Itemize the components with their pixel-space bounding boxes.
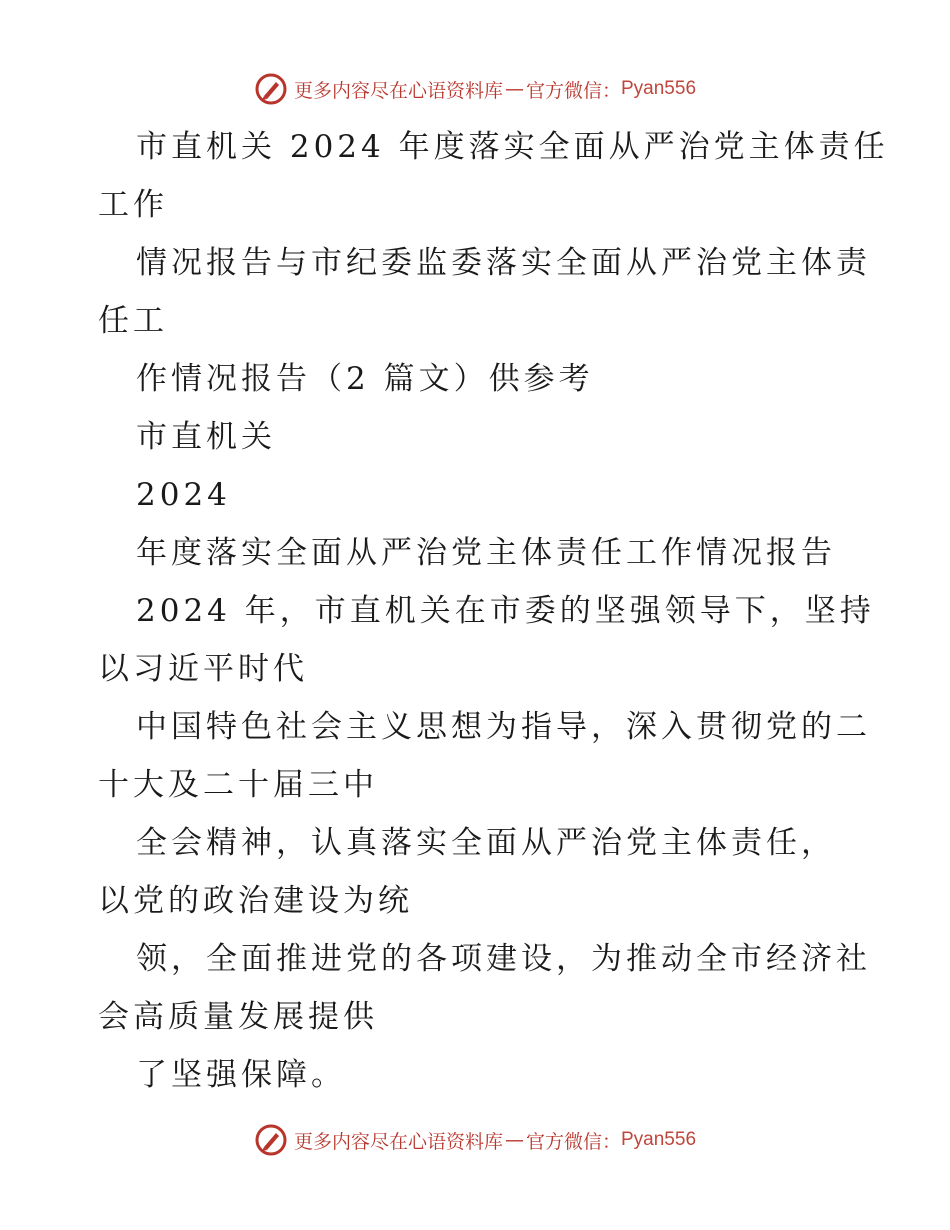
doc-line: 任工 bbox=[98, 303, 168, 339]
watermark-handle: Pyan556 bbox=[621, 1129, 697, 1150]
doc-line: 市直机关 bbox=[136, 419, 276, 455]
doc-line: 市直机关 2024 年度落实全面从严治党主体责任 bbox=[136, 129, 889, 165]
watermark-wechat-label: 官方微信： bbox=[525, 1130, 621, 1153]
doc-line: 了坚强保障。 bbox=[136, 1057, 346, 1093]
doc-line: 中国特色社会主义思想为指导，深入贯彻党的二 bbox=[136, 709, 871, 745]
doc-line: 以党的政治建设为统 bbox=[98, 883, 413, 919]
doc-line: 会高质量发展提供 bbox=[98, 999, 378, 1035]
doc-line: 2024 年，市直机关在市委的坚强领导下，坚持 bbox=[136, 593, 875, 629]
pen-logo-icon bbox=[254, 1123, 288, 1157]
watermark-text: 更多内容尽在心语资料库 bbox=[293, 1130, 503, 1153]
watermark-separator: — bbox=[504, 1129, 524, 1151]
watermark-handle: Pyan556 bbox=[621, 78, 697, 99]
doc-line: 工作 bbox=[98, 187, 168, 223]
doc-line: 2024 bbox=[136, 477, 231, 513]
doc-line: 年度落实全面从严治党主体责任工作情况报告 bbox=[136, 535, 836, 571]
doc-line: 十大及二十届三中 bbox=[98, 767, 378, 803]
watermark-separator: — bbox=[504, 78, 524, 100]
watermark-text: 更多内容尽在心语资料库 bbox=[293, 79, 503, 102]
doc-line: 领，全面推进党的各项建设，为推动全市经济社 bbox=[136, 941, 871, 977]
doc-line: 以习近平时代 bbox=[98, 651, 308, 687]
header-watermark bbox=[0, 72, 950, 106]
doc-line: 全会精神，认真落实全面从严治党主体责任， bbox=[136, 825, 836, 861]
footer-watermark bbox=[0, 1123, 950, 1157]
document-body bbox=[98, 118, 889, 1104]
watermark-wechat-label: 官方微信： bbox=[525, 79, 621, 102]
doc-line: 作情况报告（2 篇文）供参考 bbox=[136, 361, 594, 397]
pen-logo-icon bbox=[254, 72, 288, 106]
doc-line: 情况报告与市纪委监委落实全面从严治党主体责 bbox=[136, 245, 871, 281]
